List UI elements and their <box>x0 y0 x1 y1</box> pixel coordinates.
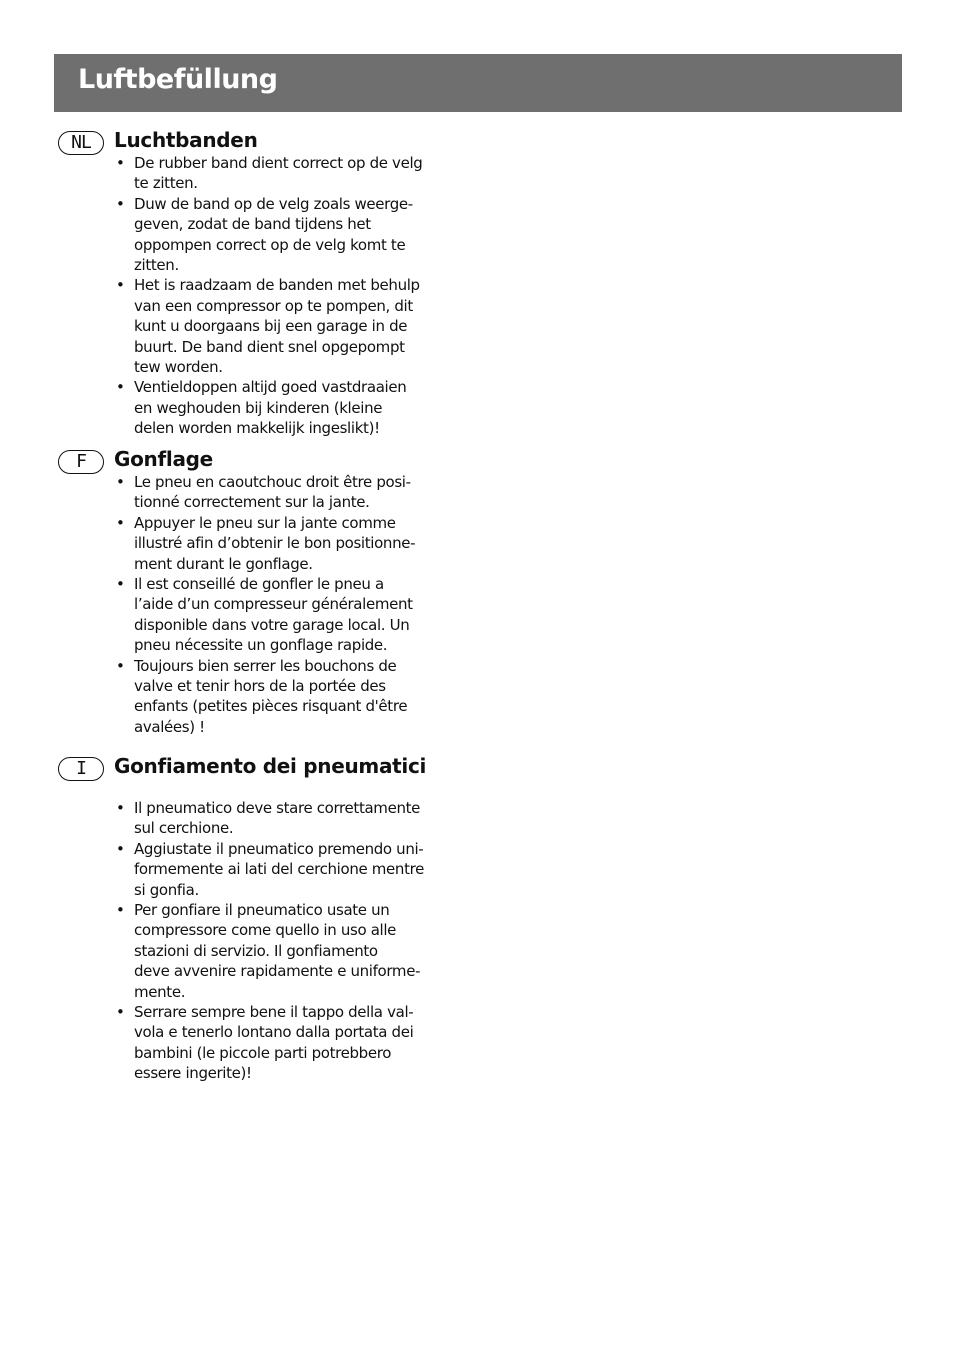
bullet-dot: • <box>116 194 125 213</box>
bullet-dot: • <box>116 1003 125 1022</box>
text-line: buurt. De band dient snel opgepompt <box>134 337 405 356</box>
lang-badge-f: F <box>58 450 104 474</box>
text-line: bambini (le piccole parti potrebbero <box>134 1043 392 1062</box>
bullet-dot: • <box>116 575 125 594</box>
text-line: Aggiustate il pneumatico premendo uni- <box>134 839 424 858</box>
text-line: De rubber band dient correct op de velg <box>134 154 423 172</box>
bullet-list-i <box>115 798 451 1084</box>
text-line: tionné correctement sur la jante. <box>134 493 370 512</box>
list-item <box>115 900 451 1002</box>
bullet-dot: • <box>116 656 125 675</box>
text-line: illustré afin d’obtenir le bon positionne- <box>134 534 416 553</box>
text-line: disponible dans votre garage local. Un <box>134 615 410 634</box>
text-line: Toujours bien serrer les bouchons de <box>134 656 397 675</box>
text-line: oppompen correct op de velg komt te <box>134 235 406 254</box>
text-line: kunt u doorgaans bij een garage in de <box>134 317 408 336</box>
list-item <box>115 798 451 839</box>
page-header-bar <box>54 54 902 112</box>
text-line: mente. <box>134 982 186 1001</box>
text-line: Het is raadzaam de banden met behulp <box>134 276 420 295</box>
text-line: sul cerchione. <box>134 819 234 838</box>
text-line: valve et tenir hors de la portée des <box>134 677 386 696</box>
list-item <box>115 839 451 900</box>
list-item <box>115 656 451 738</box>
text-line: delen worden makkelijk ingeslikt)! <box>134 419 380 438</box>
list-item <box>115 194 451 276</box>
bullet-dot: • <box>116 513 125 532</box>
page-title: Luftbefüllung <box>78 64 278 95</box>
bullet-dot: • <box>116 901 125 920</box>
text-line: l’aide d’un compresseur généralement <box>134 595 413 614</box>
text-line: Duw de band op de velg zoals weerge- <box>134 194 413 213</box>
list-item <box>115 275 451 377</box>
text-line: formemente ai lati del cerchione mentre <box>134 860 424 879</box>
bullet-dot: • <box>116 473 125 491</box>
bullet-dot: • <box>116 276 125 295</box>
text-line: Il pneumatico deve stare correttamente <box>134 799 421 817</box>
text-line: stazioni di servizio. Il gonfiamento <box>134 941 378 960</box>
text-line: Il est conseillé de gonfler le pneu a <box>134 575 384 594</box>
text-line: van een compressor op te pompen, dit <box>134 296 413 315</box>
list-item <box>115 377 451 438</box>
bullet-dot: • <box>116 378 125 397</box>
list-item <box>115 472 451 513</box>
text-line: avalées) ! <box>134 717 205 736</box>
text-line: essere ingerite)! <box>134 1064 252 1083</box>
text-line: si gonfia. <box>134 880 199 899</box>
bullet-list-nl <box>115 153 451 439</box>
text-line: Per gonfiare il pneumatico usate un <box>134 901 390 920</box>
list-item <box>115 1002 451 1084</box>
text-line: Appuyer le pneu sur la jante comme <box>134 513 396 532</box>
section-title-f: Gonflage <box>114 447 213 471</box>
bullet-dot: • <box>116 839 125 858</box>
text-line: tew worden. <box>134 358 223 377</box>
text-line: ment durant le gonflage. <box>134 554 313 573</box>
lang-badge-nl: NL <box>58 131 104 155</box>
text-line: zitten. <box>134 256 179 275</box>
text-line: geven, zodat de band tijdens het <box>134 215 371 234</box>
text-line: vola e tenerlo lontano dalla portata dei <box>134 1023 414 1042</box>
text-line: te zitten. <box>134 174 198 193</box>
text-line: Serrare sempre bene il tappo della val- <box>134 1003 414 1022</box>
list-item <box>115 574 451 656</box>
list-item <box>115 513 451 574</box>
section-title-i: Gonfiamento dei pneumatici <box>114 754 427 778</box>
bullet-dot: • <box>116 154 125 172</box>
lang-badge-i: I <box>58 757 104 781</box>
section-title-nl: Luchtbanden <box>114 128 258 152</box>
bullet-list-f <box>115 472 451 737</box>
bullet-dot: • <box>116 799 125 817</box>
text-line: en weghouden bij kinderen (kleine <box>134 398 383 417</box>
text-line: enfants (petites pièces risquant d'être <box>134 697 408 716</box>
text-line: pneu nécessite un gonflage rapide. <box>134 636 388 655</box>
text-line: Le pneu en caoutchouc droit être posi- <box>134 473 411 491</box>
text-line: compressore come quello in uso alle <box>134 921 397 940</box>
text-line: Ventieldoppen altijd goed vastdraaien <box>134 378 407 397</box>
list-item <box>115 153 451 194</box>
text-line: deve avvenire rapidamente e uniforme- <box>134 962 421 981</box>
